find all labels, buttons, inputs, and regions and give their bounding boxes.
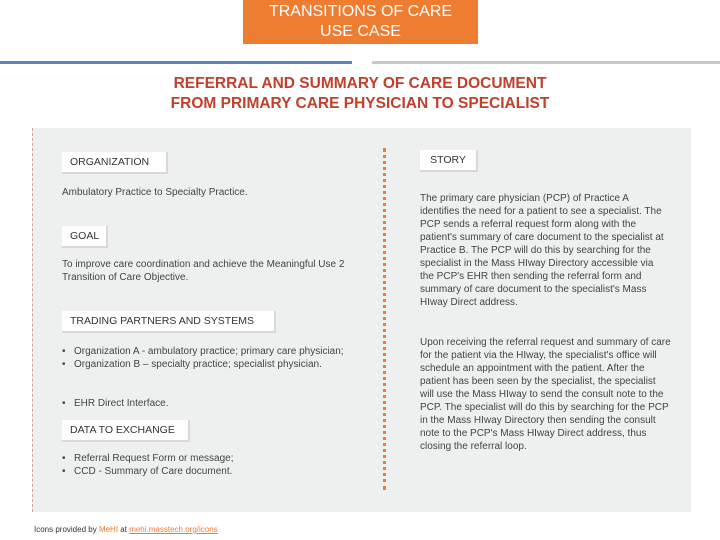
trading-partners-list: [62, 345, 362, 371]
heading-line-2: FROM PRIMARY CARE PHYSICIAN TO SPECIALIST: [170, 95, 550, 112]
credit-link[interactable]: mehi.masstech.org/icons: [129, 525, 218, 534]
icon-credit: [34, 525, 218, 534]
data-exchange-label: DATA TO EXCHANGE: [62, 420, 190, 442]
title-banner: [243, 0, 478, 44]
divider-rule-blue: [0, 61, 352, 64]
story-paragraph-2: Upon receiving the referral request and summary of care for the patient via the HIway, the specialist's office will schedule an appointment with the patient. After the patient has been seen by the specialist, the specialist will use the Mass HIway to send the consult note to the PCP. The specialist will do this by searching for the PCP in the Mass HIway Directory then sending the consult note to the PCP's Mass HIway Direct address, thus closing the referral loop.: [420, 337, 671, 452]
organization-label: ORGANIZATION: [62, 152, 168, 174]
goal-text: To improve care coordination and achieve the Meaningful Use 2 Transition of Care Objective.: [62, 259, 345, 283]
list-item: • Referral Request Form or message;: [62, 452, 362, 465]
page-heading: [100, 74, 620, 114]
title-line-2: USE CASE: [320, 23, 401, 40]
list-item: • CCD - Summary of Care document.: [62, 465, 362, 478]
goal-label: GOAL: [62, 226, 108, 248]
list-item: • EHR Direct Interface.: [62, 397, 362, 410]
organization-text: Ambulatory Practice to Specialty Practice.: [62, 187, 248, 198]
trading-partners-label: TRADING PARTNERS AND SYSTEMS: [62, 311, 276, 333]
story-label: STORY: [420, 150, 478, 172]
list-item: • Organization B – specialty practice; specialist physician.: [62, 358, 362, 371]
divider-rule-grey: [372, 61, 720, 64]
column-divider: [383, 148, 386, 490]
title-line-1: TRANSITIONS OF CARE: [268, 3, 453, 20]
data-exchange-list: [62, 452, 362, 478]
heading-line-1: REFERRAL AND SUMMARY OF CARE DOCUMENT: [173, 75, 547, 92]
list-item: • Organization A - ambulatory practice; primary care physician;: [62, 345, 362, 358]
credit-prefix: Icons provided by: [34, 525, 99, 534]
credit-mid: at: [118, 525, 130, 534]
ehr-interface-list: [62, 397, 362, 410]
story-paragraph-1: The primary care physician (PCP) of Practice A identifies the need for a patient to see a specialist. The PCP sends a referral request form along with the patient's summary of care document to the specialist at Practice B. The PCP will do this by searching for the specialist in the Mass HIway Directory accessible via the PCP's EHR then sending the referral form and summary of care document to the specialist's Mass HIway Direct address.: [420, 193, 664, 308]
credit-org: MeHI: [98, 525, 119, 534]
